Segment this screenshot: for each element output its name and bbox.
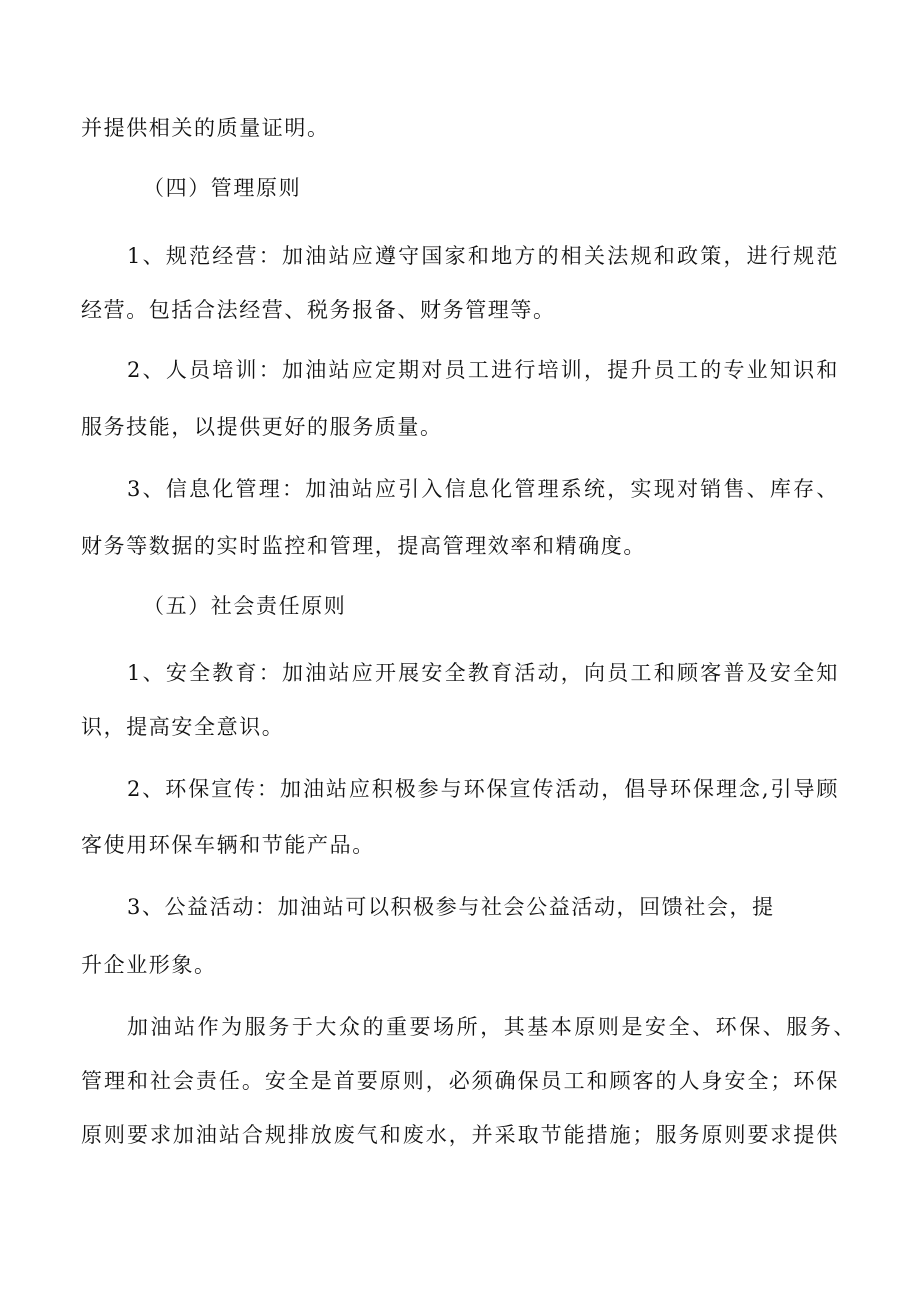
social-item-3-line-2: 升企业形象。 <box>81 953 217 977</box>
paragraph-continuation-line: 并提供相关的质量证明。 <box>81 116 330 140</box>
section-heading-social-responsibility: （五）社会责任原则 <box>143 594 347 618</box>
management-item-2-line-1: 2、人员培训：加油站应定期对员工进行培训，提升员工的专业知识和 <box>127 358 839 382</box>
summary-paragraph-line-2: 管理和社会责任。安全是首要原则，必须确保员工和顾客的人身安全；环保 <box>81 1069 839 1093</box>
social-item-2-line-1: 2、环保宣传：加油站应积极参与环保宣传活动，倡导环保理念,引导顾 <box>127 777 839 801</box>
management-item-3-line-1: 3、信息化管理：加油站应引入信息化管理系统，实现对销售、库存、 <box>127 477 839 501</box>
social-item-3-line-1: 3、公益活动：加油站可以积极参与社会公益活动，回馈社会，提 <box>127 895 775 919</box>
section-heading-management: （四）管理原则 <box>143 176 302 200</box>
management-item-1-line-2: 经营。包括合法经营、税务报备、财务管理等。 <box>81 298 556 322</box>
management-item-1-line-1: 1、规范经营：加油站应遵守国家和地方的相关法规和政策，进行规范 <box>127 244 839 268</box>
management-item-3-line-2: 财务等数据的实时监控和管理，提高管理效率和精确度。 <box>81 534 646 558</box>
social-item-1-line-2: 识，提高安全意识。 <box>81 715 285 739</box>
summary-paragraph-line-3: 原则要求加油站合规排放废气和废水，并采取节能措施；服务原则要求提供 <box>81 1123 839 1147</box>
social-item-1-line-1: 1、安全教育：加油站应开展安全教育活动，向员工和顾客普及安全知 <box>127 661 839 685</box>
summary-paragraph-line-1: 加油站作为服务于大众的重要场所，其基本原则是安全、环保、服务、 <box>127 1015 856 1039</box>
social-item-2-line-2: 客使用环保车辆和节能产品。 <box>81 833 375 857</box>
management-item-2-line-2: 服务技能，以提供更好的服务质量。 <box>81 415 443 439</box>
